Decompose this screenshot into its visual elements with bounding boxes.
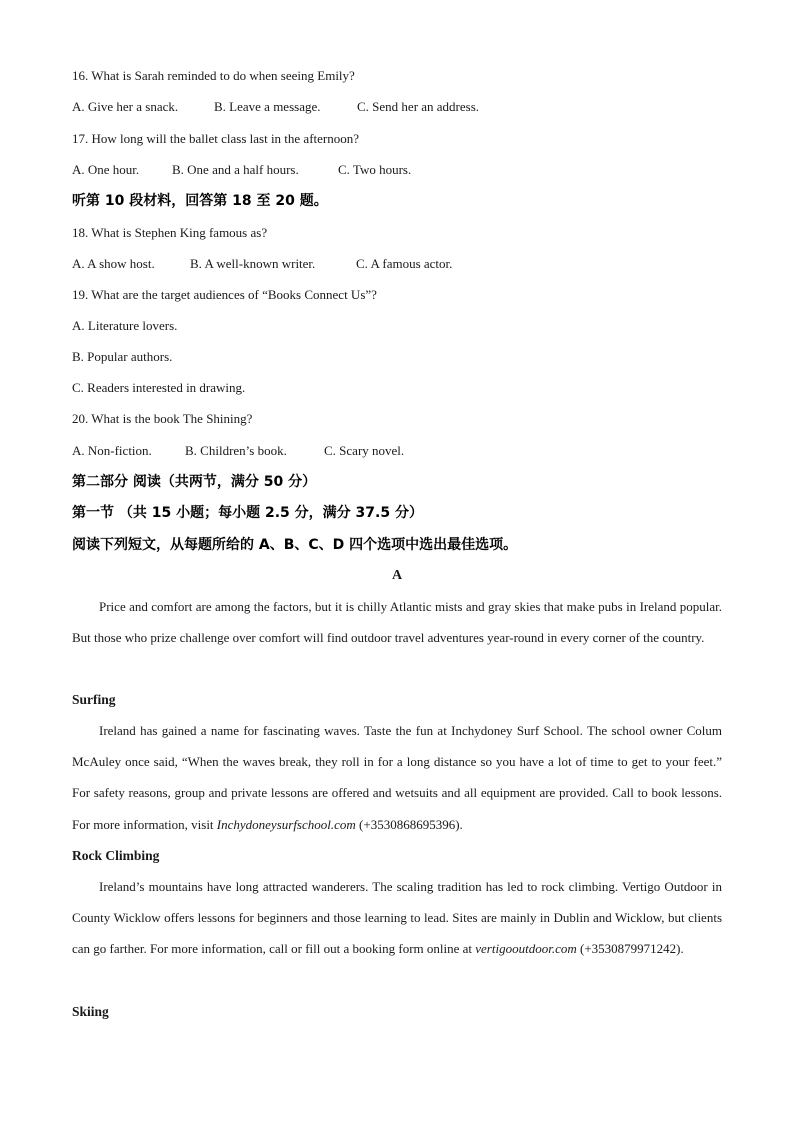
climbing-text: Ireland’s mountains have long attracted wanderers. The scaling tradition has led to rock climbing. Vertigo Outdoor in County Wicklow offers lessons for beginners and those learning to lead. Sites are mainly in Dublin and Wicklow, but clients can go farther. For more information, call or fill out a booking form online at <box>72 879 722 957</box>
option-a: A. One hour. <box>72 162 140 177</box>
rock-climbing-heading: Rock Climbing <box>72 848 160 863</box>
passage-label: A <box>391 568 403 583</box>
reading-instruction: 阅读下列短文，从每题所给的 A、B、C、D 四个选项中选出最佳选项。 <box>72 537 518 553</box>
surfing-paragraph <box>72 715 722 840</box>
climbing-phone: (+3530879971242). <box>576 941 684 957</box>
skiing-heading: Skiing <box>72 1004 109 1019</box>
option-c: C. Two hours. <box>338 162 412 177</box>
question-18-options <box>72 256 452 272</box>
climbing-site-link[interactable]: vertigooutdoor.com <box>475 941 577 957</box>
question-20: 20. What is the book The Shining? <box>72 411 253 426</box>
question-20-options <box>72 443 404 459</box>
question-19-option-a: A. Literature lovers. <box>72 318 178 333</box>
rock-climbing-paragraph <box>72 871 722 965</box>
surfing-text: Ireland has gained a name for fascinating waves. Taste the fun at Inchydoney Surf School. The school owner Colum McAuley once said, “When the waves break, they roll in for a long distance so you have a lot of time to get to your feet.” For safety reasons, group and private lessons are offered and wetsuits and all equipment are provided. Call to book lessons. For more information, visit <box>72 723 722 832</box>
question-19-option-c: C. Readers interested in drawing. <box>72 380 246 395</box>
part-2-title: 第二部分 阅读（共两节，满分 50 分） <box>72 474 317 490</box>
option-c: C. Scary novel. <box>324 443 405 458</box>
question-16-options <box>72 99 479 115</box>
option-c: C. Send her an address. <box>357 99 480 114</box>
option-b: B. Leave a message. <box>214 99 321 114</box>
option-c: C. A famous actor. <box>356 256 453 271</box>
section-10-instruction: 听第 10 段材料，回答第 18 至 20 题。 <box>72 193 328 209</box>
option-a: A. Give her a snack. <box>72 99 179 114</box>
question-17: 17. How long will the ballet class last in the afternoon? <box>72 131 360 146</box>
surfing-phone: (+3530868695396). <box>355 816 463 832</box>
intro-paragraph: Price and comfort are among the factors, but it is chilly Atlantic mists and gray skies that make pubs in Ireland popular. But those who prize challenge over comfort will find outdoor travel adventures year-round in every corner of the country. <box>72 599 722 646</box>
option-a: A. A show host. <box>72 256 155 271</box>
question-16: 16. What is Sarah reminded to do when seeing Emily? <box>72 68 355 83</box>
section-1-title: 第一节 （共 15 小题；每小题 2.5 分，满分 37.5 分） <box>72 505 423 521</box>
question-17-options <box>72 162 411 178</box>
surfing-heading: Surfing <box>72 692 116 707</box>
surfing-site-link[interactable]: Inchydoneysurfschool.com <box>216 816 356 832</box>
option-b: B. Children’s book. <box>185 443 287 458</box>
question-19-option-b: B. Popular authors. <box>72 349 173 364</box>
option-b: B. One and a half hours. <box>172 162 299 177</box>
question-19: 19. What are the target audiences of “Books Connect Us”? <box>72 287 377 302</box>
question-18: 18. What is Stephen King famous as? <box>72 225 268 240</box>
option-a: A. Non-fiction. <box>72 443 152 458</box>
option-b: B. A well-known writer. <box>190 256 316 271</box>
